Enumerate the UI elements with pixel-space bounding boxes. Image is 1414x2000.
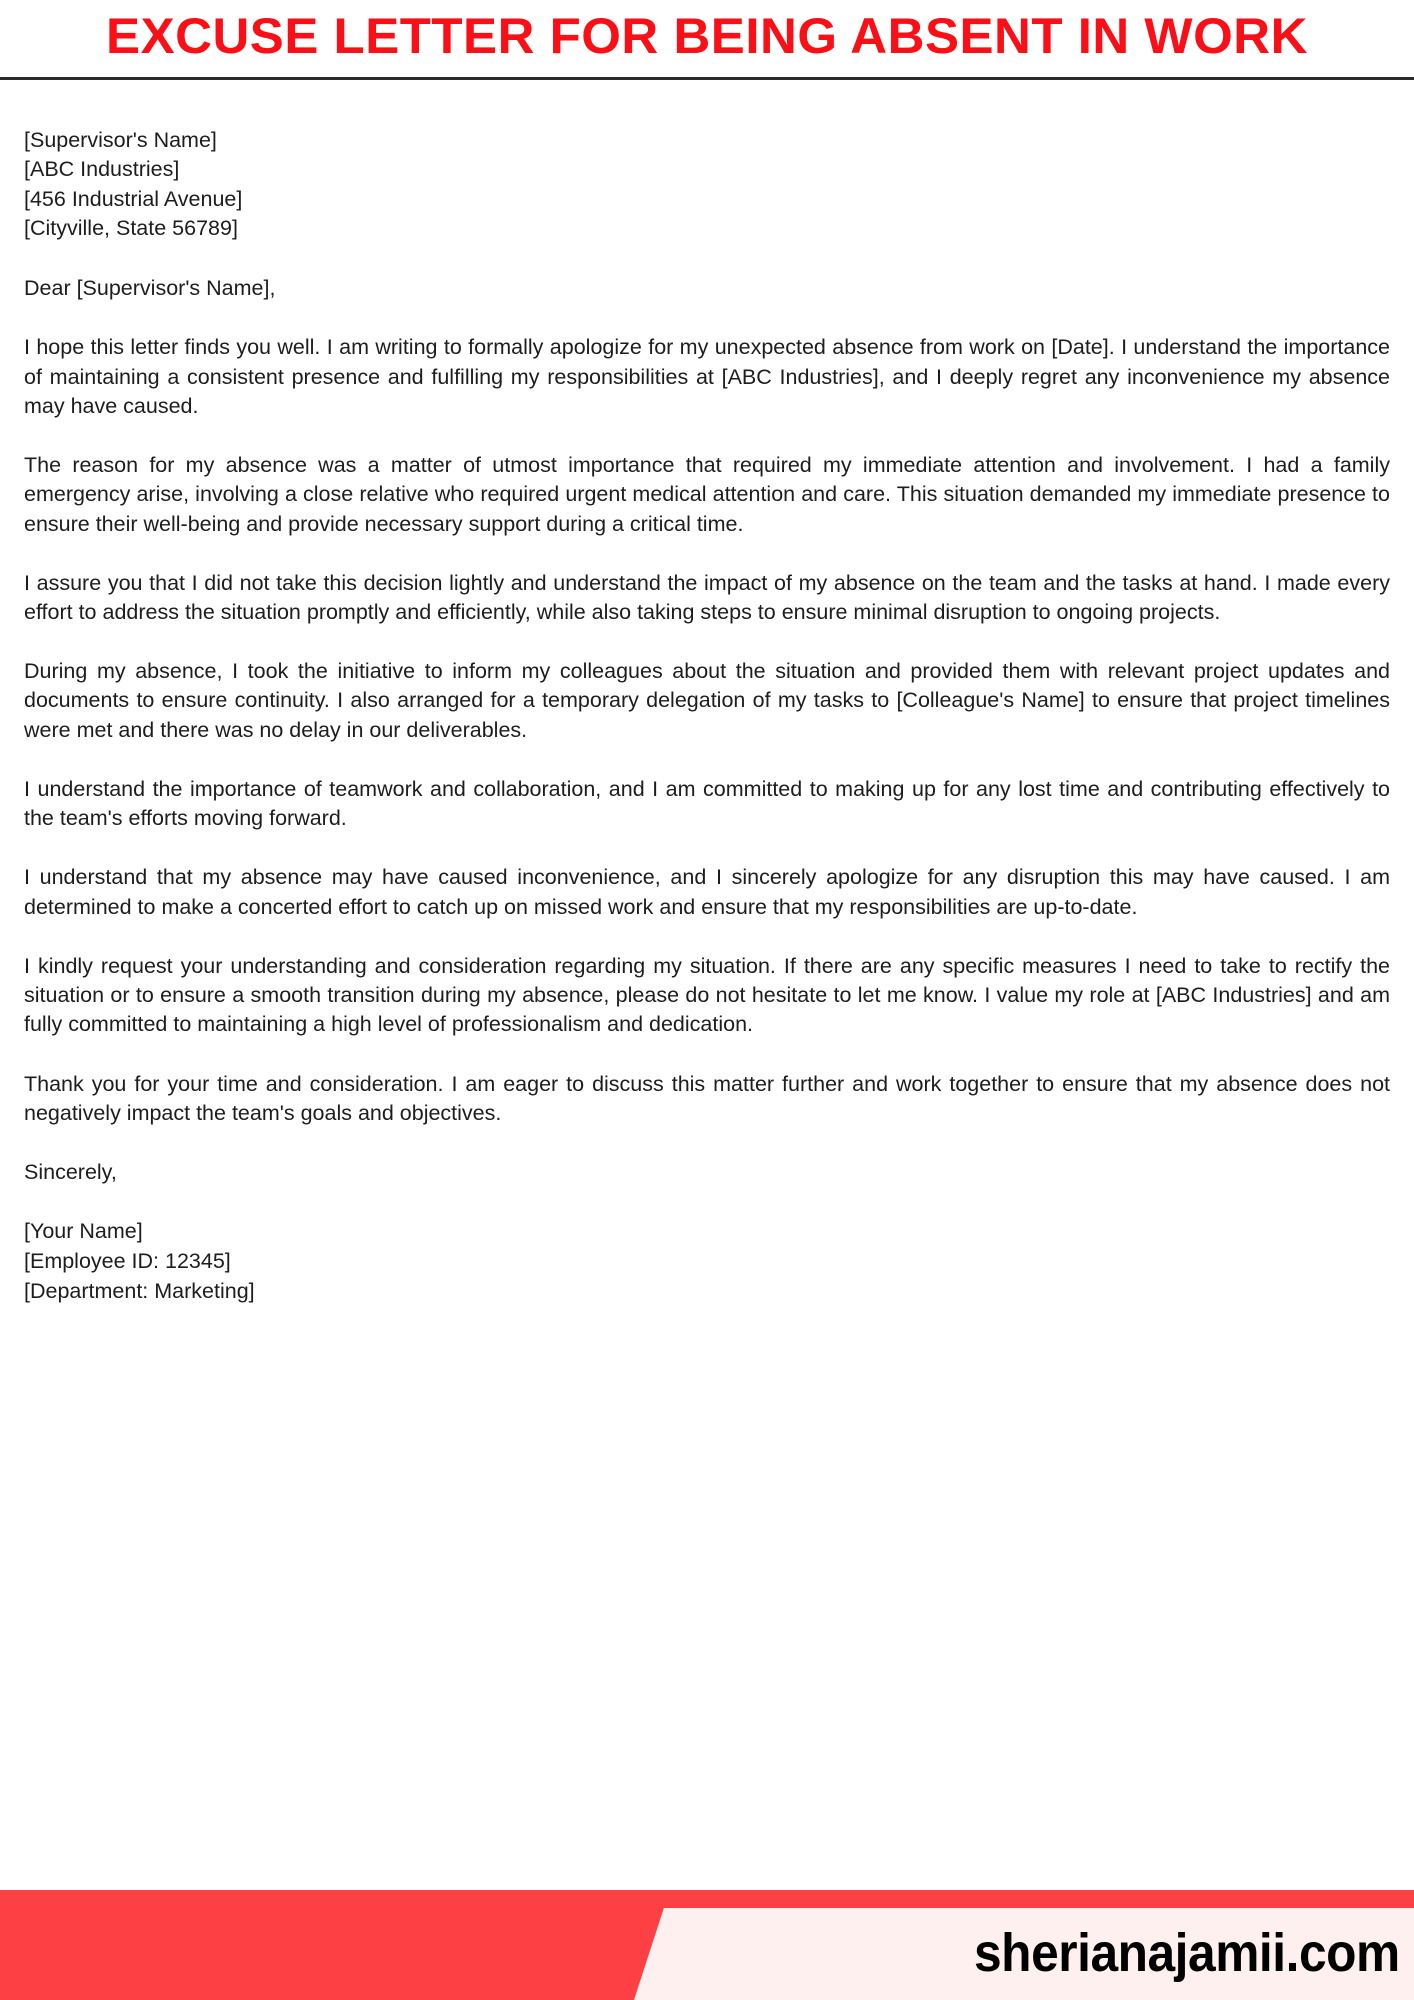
signature-line: [Employee ID: 12345] bbox=[24, 1248, 231, 1273]
recipient-line: [456 Industrial Avenue] bbox=[24, 186, 243, 211]
recipient-line: [ABC Industries] bbox=[24, 157, 180, 182]
signature-line: [Your Name] bbox=[24, 1219, 143, 1244]
document-footer bbox=[0, 1890, 1414, 2000]
body-paragraph: I hope this letter finds you well. I am writing to formally apologize for my unexpected absence from work on [Date]. I understand the importance of maintaining a consistent presence and fulfilling my responsibilities at [ABC Industries], and I deeply regret any inconvenience my absence may have caused. bbox=[24, 335, 1390, 418]
signature-line: [Department: Marketing] bbox=[24, 1278, 255, 1303]
letter-body bbox=[0, 80, 1414, 1317]
page-title: EXCUSE LETTER FOR BEING ABSENT IN WORK bbox=[106, 8, 1308, 64]
recipient-address-block bbox=[24, 126, 1390, 245]
signature-block bbox=[24, 1217, 1390, 1306]
body-paragraph: I assure you that I did not take this decision lightly and understand the impact of my absence on the team and the tasks at hand. I made every effort to address the situation promptly and efficiently, while also taking steps to ensure minimal disruption to ongoing projects. bbox=[24, 570, 1390, 624]
body-paragraph: The reason for my absence was a matter of utmost importance that required my immediate attention and involvement. I had a family emergency arise, involving a close relative who required urgent medical attention and care. This situation demanded my immediate presence to ensure their well-being and provide necessary support during a critical time. bbox=[24, 453, 1390, 536]
body-paragraph: Thank you for your time and consideration. I am eager to discuss this matter further and work together to ensure that my absence does not negatively impact the team's goals and objectives. bbox=[24, 1071, 1390, 1125]
recipient-line: [Supervisor's Name] bbox=[24, 127, 217, 152]
document-header bbox=[0, 0, 1414, 80]
salutation: Dear [Supervisor's Name], bbox=[24, 276, 276, 301]
body-paragraph: I understand that my absence may have caused inconvenience, and I sincerely apologize for any disruption this may have caused. I am determined to make a concerted effort to catch up on missed work and ensure that my responsibilities are up-to-date. bbox=[24, 865, 1390, 919]
closing-line: Sincerely, bbox=[24, 1160, 117, 1185]
recipient-line: [Cityville, State 56789] bbox=[24, 216, 238, 241]
body-paragraph: I understand the importance of teamwork and collaboration, and I am committed to making up for any lost time and contributing effectively to the team's efforts moving forward. bbox=[24, 776, 1390, 831]
body-paragraph: During my absence, I took the initiative to inform my colleagues about the situation and provided them with relevant project updates and documents to ensure continuity. I also arranged for a temporary delegation of my tasks to [Colleague's Name] to ensure that project timelines were met and there was no delay in our deliverables. bbox=[24, 659, 1390, 742]
body-paragraph: I kindly request your understanding and consideration regarding my situation. If there are any specific measures I need to take to rectify the situation or to ensure a smooth transition during my absence, please do not hesitate to let me know. I value my role at [ABC Industries] and am fully committed to maintaining a high level of professionalism and dedication. bbox=[24, 953, 1390, 1037]
footer-brand-url: sherianajamii.com bbox=[974, 1923, 1400, 1983]
